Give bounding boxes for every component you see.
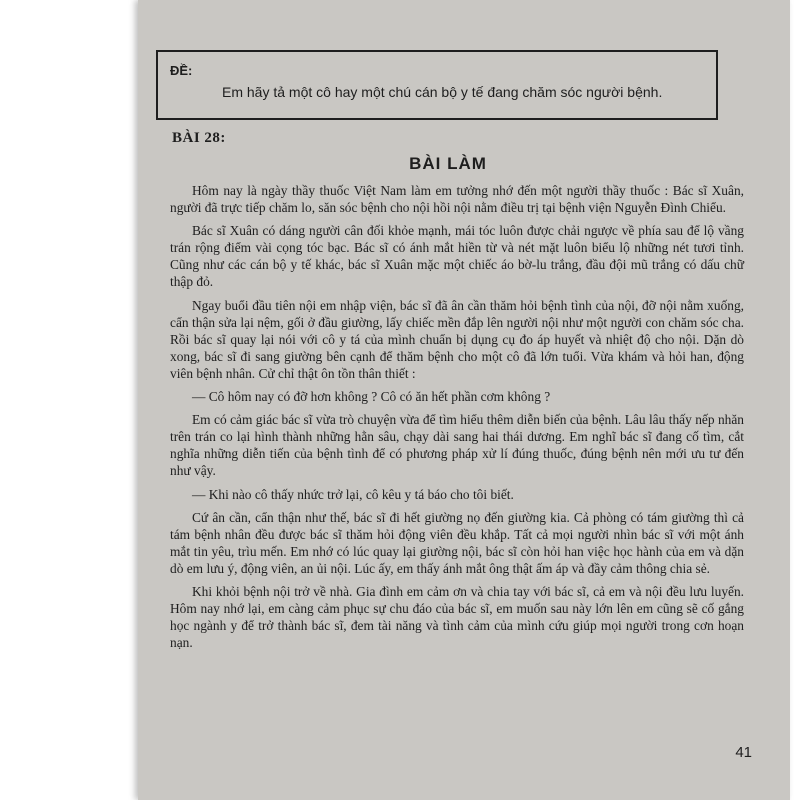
paragraph: Em có cảm giác bác sĩ vừa trò chuyện vừa để tìm hiểu thêm diễn biến của bệnh. Lâu lâu thấy nếp nhăn trên trán co lại hình thành những hằn sâu, chạy dài sang hai thái dương. Em nghĩ bác sĩ đang cố tìm, cắt nghĩa những diễn tiến của bệnh tình để có phương pháp xử lí đúng thuốc, đúng bệnh nên mới ưu tư đến như vậy. <box>170 412 744 479</box>
paragraph: Bác sĩ Xuân có dáng người cân đối khỏe mạnh, mái tóc luôn được chải ngược về phía sau để lộ vầng trán rộng điểm vài cọng tóc bạc. Bác sĩ có ánh mắt hiền từ và nét mặt luôn biểu lộ những nét tươi tỉnh. Cũng như các cán bộ y tế khác, bác sĩ Xuân mặc một chiếc áo bờ-lu trắng, đầu đội mũ trắng có dấu chữ thập đỏ. <box>170 223 744 290</box>
dialogue-line: — Cô hôm nay có đỡ hơn không ? Cô có ăn hết phần cơm không ? <box>192 389 551 405</box>
assignment-text: Em hãy tả một cô hay một chú cán bộ y tế đang chăm sóc người bệnh. <box>222 84 663 100</box>
essay-body <box>170 182 744 657</box>
page-number: 41 <box>735 744 752 761</box>
paragraph: Cứ ân cần, cẩn thận như thế, bác sĩ đi hết giường nọ đến giường kia. Cả phòng có tám giường thì cả tám bệnh nhân đều được bác sĩ thăm hỏi động viên đều khắp. Tất cả mọi người nhìn bác sĩ với một ánh mắt tin yêu, trìu mến. Em nhớ có lúc quay lại giường nội, bác sĩ còn hỏi han việc học hành của em và dặn dò em lưu ý, động viên, an ủi nội. Lúc ấy, em thấy ánh mắt ông thật ấm áp và đầy cảm thông chia sẻ. <box>170 509 744 576</box>
assignment-box <box>156 50 718 120</box>
essay-title: BÀI LÀM <box>409 154 487 173</box>
paragraph: Ngay buổi đầu tiên nội em nhập viện, bác sĩ đã ân cần thăm hỏi bệnh tình của nội, đỡ nội nằm xuống, cẩn thận sửa lại nệm, gối ở đầu giường, lấy chiếc mền đắp lên người nội như một người con chăm sóc cha. Rồi bác sĩ quay lại nói với cô y tá của mình chuẩn bị dụng cụ đo áp huyết và nhiệt độ cho nội. Dặn dò xong, bác sĩ đi sang giường bên cạnh để thăm bệnh cho một cô đã lớn tuổi. Vừa khám và hỏi han, động viên bệnh nhân. Cử chỉ thật ôn tồn thân thiết : <box>170 297 744 381</box>
assignment-label: ĐỀ: <box>170 63 193 78</box>
paragraph: Khi khỏi bệnh nội trở về nhà. Gia đình em cảm ơn và chia tay với bác sĩ, cả em và nội đều lưu luyến. Hôm nay nhớ lại, em càng cảm phục sự chu đáo của bác sĩ, em muốn sau này lớn lên em cũng sẽ cố gắng học ngành y để trở thành bác sĩ, đem tài năng và tình cảm của mình cứu giúp mọi người trong cơn hoạn nạn. <box>170 583 744 651</box>
book-page <box>138 0 790 800</box>
lesson-number: BÀI 28: <box>172 130 226 146</box>
paragraph: Hôm nay là ngày thầy thuốc Việt Nam làm em tưởng nhớ đến một người thầy thuốc : Bác sĩ Xuân, người đã trực tiếp chăm lo, săn sóc bệnh cho nội hồi nội nằm điều trị tại bệnh viện Nguyễn Đình Chiểu. <box>170 183 744 216</box>
dialogue-line: — Khi nào cô thấy nhức trở lại, cô kêu y tá báo cho tôi biết. <box>192 486 514 502</box>
